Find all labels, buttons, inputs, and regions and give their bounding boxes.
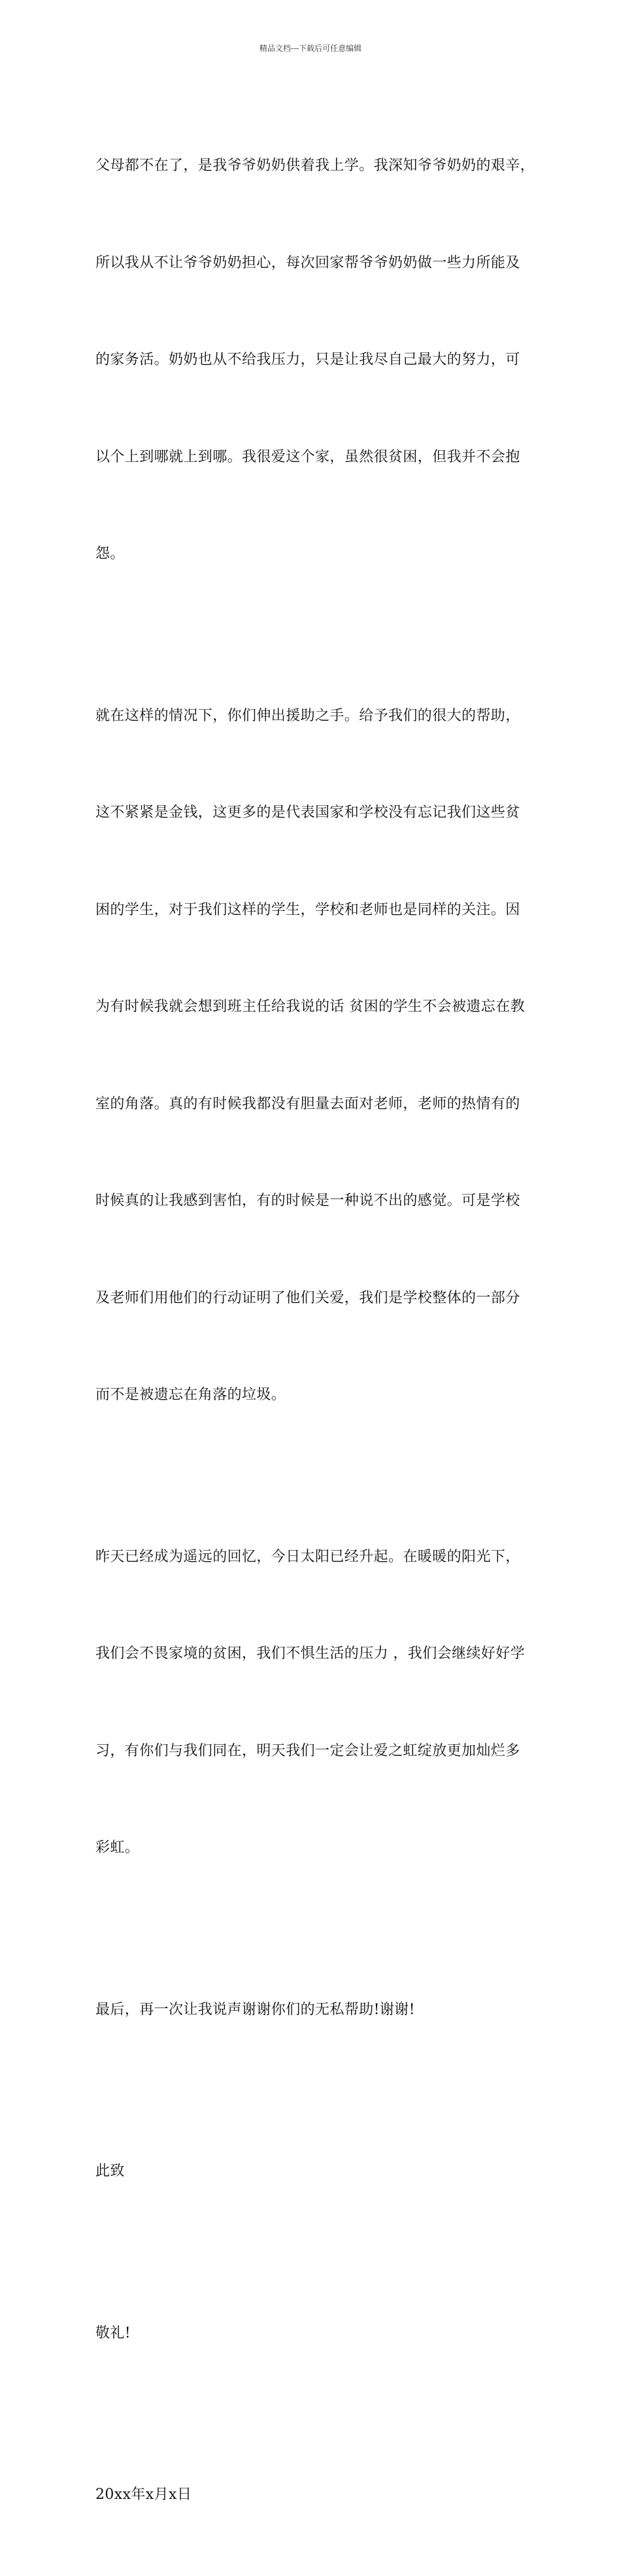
text-line: 父母都不在了，是我爷爷奶奶供着我上学。我深知爷爷奶奶的艰辛， bbox=[95, 157, 535, 174]
text-line: 就在这样的情况下，你们伸出援助之手。给予我们的很大的帮助， bbox=[95, 707, 520, 724]
paragraph-help bbox=[95, 635, 535, 1476]
paragraph-thanks bbox=[95, 1929, 535, 2091]
text-line: 怨。 bbox=[95, 546, 125, 562]
text-line: 的家务活。奶奶也从不给我压力，只是让我尽自己最大的努力，可 bbox=[95, 352, 520, 368]
letter-body bbox=[95, 85, 535, 2576]
page-header: 精品文档---下载后可任意编辑 bbox=[259, 44, 362, 53]
text-line: 此致 bbox=[95, 2163, 125, 2179]
text-line: 为有时候我就会想到班主任给我说的话 贫困的学生不会被遗忘在教 bbox=[95, 999, 525, 1015]
paragraph-future bbox=[95, 1476, 535, 1929]
paragraph-family bbox=[95, 85, 535, 635]
text-line: 时候真的让我感到害怕，有的时候是一种说不出的感觉。可是学校 bbox=[95, 1193, 520, 1209]
closing-salutation bbox=[95, 2090, 535, 2253]
text-line: 这不紧紧是金钱，这更多的是代表国家和学校没有忘记我们这些贫 bbox=[95, 804, 520, 821]
text-line: 及老师们用他们的行动证明了他们关爱，我们是学校整体的一部分 bbox=[95, 1289, 520, 1306]
text-line: 彩虹。 bbox=[95, 1840, 140, 1856]
text-line: 而不是被遗忘在角落的垃圾。 bbox=[95, 1387, 286, 1403]
text-line: 所以我从不让爷爷奶奶担心，每次回家帮爷爷奶奶做一些力所能及 bbox=[95, 254, 520, 271]
closing-regards bbox=[95, 2253, 535, 2415]
text-line: 以个上到哪就上到哪。我很爱这个家，虽然很贫困，但我并不会抱 bbox=[95, 448, 520, 465]
text-line: 我们会不畏家境的贫困，我们不惧生活的压力 ，我们会继续好好学 bbox=[95, 1645, 525, 1662]
text-line: 最后，再一次让我说声谢谢你们的无私帮助!谢谢! bbox=[95, 2001, 415, 2018]
text-line: 20xx年x月x日 bbox=[95, 2486, 192, 2503]
text-line: 室的角落。真的有时候我都没有胆量去面对老师，老师的热情有的 bbox=[95, 1095, 520, 1112]
text-line: 困的学生，对于我们这样的学生，学校和老师也是同样的关注。因 bbox=[95, 901, 520, 918]
text-line: 昨天已经成为遥远的回忆，今日太阳已经升起。在暖暖的阳光下， bbox=[95, 1548, 520, 1565]
text-line: 习，有你们与我们同在，明天我们一定会让爱之虹绽放更加灿烂多 bbox=[95, 1742, 520, 1759]
letter-date bbox=[95, 2414, 535, 2576]
text-line: 敬礼! bbox=[95, 2324, 131, 2341]
